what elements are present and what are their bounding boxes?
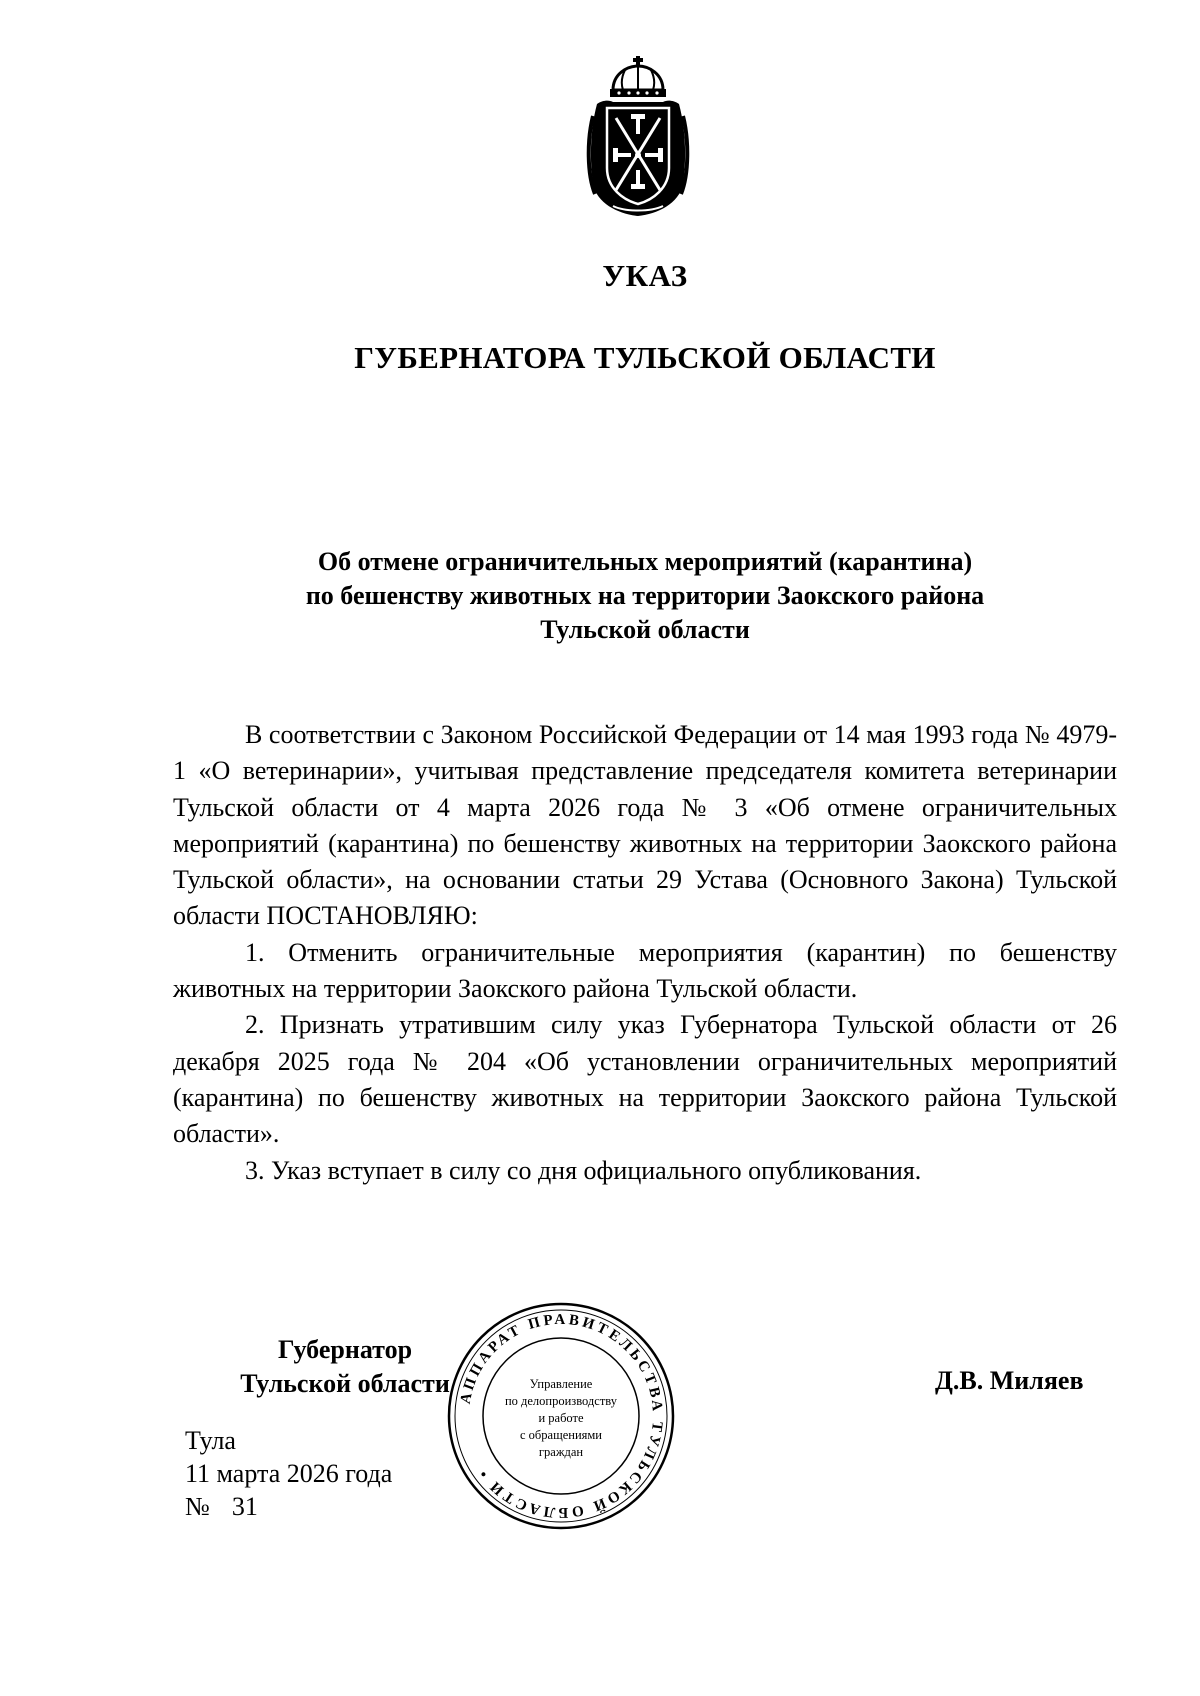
signatory-position <box>220 1333 470 1401</box>
crown-icon <box>610 56 666 97</box>
seal-center-line: по делопроизводству <box>504 1394 618 1408</box>
signatory-position-line: Тульской области <box>240 1369 450 1398</box>
decree-number: 31 <box>231 1492 258 1521</box>
seal-ring-text: АППАРАТ ПРАВИТЕЛЬСТВА ТУЛЬСКОЙ ОБЛАСТИ • <box>457 1311 666 1521</box>
seal-center-line: и работе <box>538 1411 584 1425</box>
signatory-position-line: Губернатор <box>277 1335 413 1364</box>
issuer-title: ГУБЕРНАТОРА ТУЛЬСКОЙ ОБЛАСТИ <box>354 340 936 375</box>
subject-line: Об отмене ограничительных мероприятий (карантина) <box>317 547 973 576</box>
seal-center-line: граждан <box>538 1445 584 1459</box>
place-date-number <box>185 1424 392 1523</box>
tula-coat-of-arms-icon <box>583 56 693 218</box>
issue-date: 11 марта 2026 года <box>185 1459 393 1488</box>
subject-line: по бешенству животных на территории Заокского района <box>305 581 985 610</box>
clause-3-paragraph: 3. Указ вступает в силу со дня официального опубликования. <box>245 1155 922 1185</box>
seal-center-text <box>505 1377 618 1459</box>
preamble-paragraph: В соответствии с Законом Российской Федерации от 14 мая 1993 года № 4979-1 «О ветеринарии», учитывая представление председателя комитета ветеринарии Тульской области от 4 марта 2026 года № 3 «Об отмене ограничительных мероприятий (карантина) по бешенству животных на территории Заокского района Тульской области», на основании статьи 29 Устава (Основного Закона) Тульской области ПОСТАНОВЛЯЮ: <box>173 720 1117 931</box>
seal-center-line: Управление <box>529 1377 593 1391</box>
issue-city: Тула <box>185 1426 236 1455</box>
clause-2-paragraph: 2. Признать утратившим силу указ Губернатора Тульской области от 26 декабря 2025 года № 204 «Об установлении ограничительных мероприятий (карантина) по бешенству животных на территории Заокского района Тульской области». <box>173 1010 1117 1149</box>
subject-line: Тульской области <box>540 615 750 644</box>
shield-icon <box>607 108 669 204</box>
signatory-name: Д.В. Миляев <box>935 1366 1084 1395</box>
decree-body <box>173 717 1117 1189</box>
clause-1-paragraph: 1. Отменить ограничительные мероприятия (карантин) по бешенству животных на территории Заокского района Тульской области. <box>173 937 1117 1004</box>
document-type-title: УКАЗ <box>602 258 688 293</box>
official-seal-icon <box>445 1300 677 1532</box>
number-sign: № <box>185 1492 210 1521</box>
seal-center-line: с обращениями <box>520 1428 602 1442</box>
decree-subject <box>173 545 1117 647</box>
decree-number-line <box>185 1490 392 1523</box>
